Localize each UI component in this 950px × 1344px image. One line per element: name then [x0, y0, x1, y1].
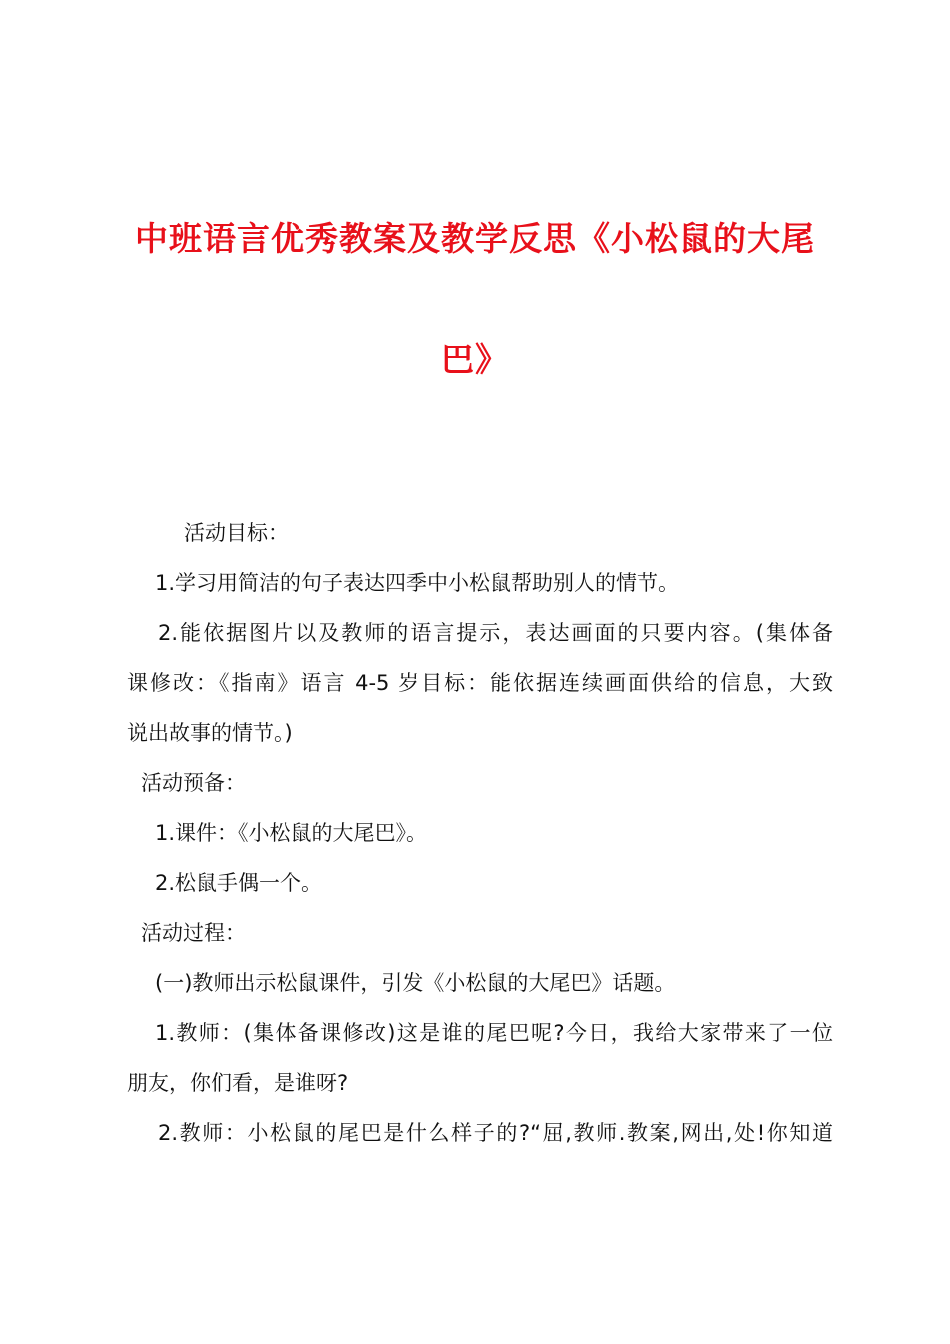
process-item-1-line-1: 1.教师：(集体备课修改)这是谁的尾巴呢?今日，我给大家带来了一位 [155, 1021, 833, 1045]
section-heading-goals: 活动目标： [184, 521, 289, 545]
preparation-item-2: 2.松鼠手偶一个。 [155, 871, 323, 895]
goal-item-1: 1.学习用简洁的句子表达四季中小松鼠帮助别人的情节。 [155, 571, 680, 595]
preparation-item-1: 1.课件：《小松鼠的大尾巴》。 [155, 821, 428, 845]
section-heading-process: 活动过程： [141, 921, 246, 945]
document-title-line-2: 巴》 [441, 340, 509, 379]
goal-item-2-line-1: 2.能依据图片以及教师的语言提示，表达画面的只要内容。(集体备 [158, 621, 833, 645]
goal-item-2-line-2: 课修改：《指南》语言 4-5 岁目标：能依据连续画面供给的信息，大致 [127, 671, 833, 695]
process-item-1-line-2: 朋友，你们看，是谁呀? [127, 1071, 349, 1095]
process-step-1: (一)教师出示松鼠课件，引发《小松鼠的大尾巴》话题。 [155, 971, 676, 995]
process-item-2-line-1: 2.教师：小松鼠的尾巴是什么样子的?“屈,教师.教案,网出,处!你知道 [158, 1121, 833, 1145]
document-title-line-1: 中班语言优秀教案及教学反思《小松鼠的大尾 [135, 219, 815, 258]
goal-item-2-line-3: 说出故事的情节。) [127, 721, 293, 745]
section-heading-preparation: 活动预备： [141, 771, 246, 795]
